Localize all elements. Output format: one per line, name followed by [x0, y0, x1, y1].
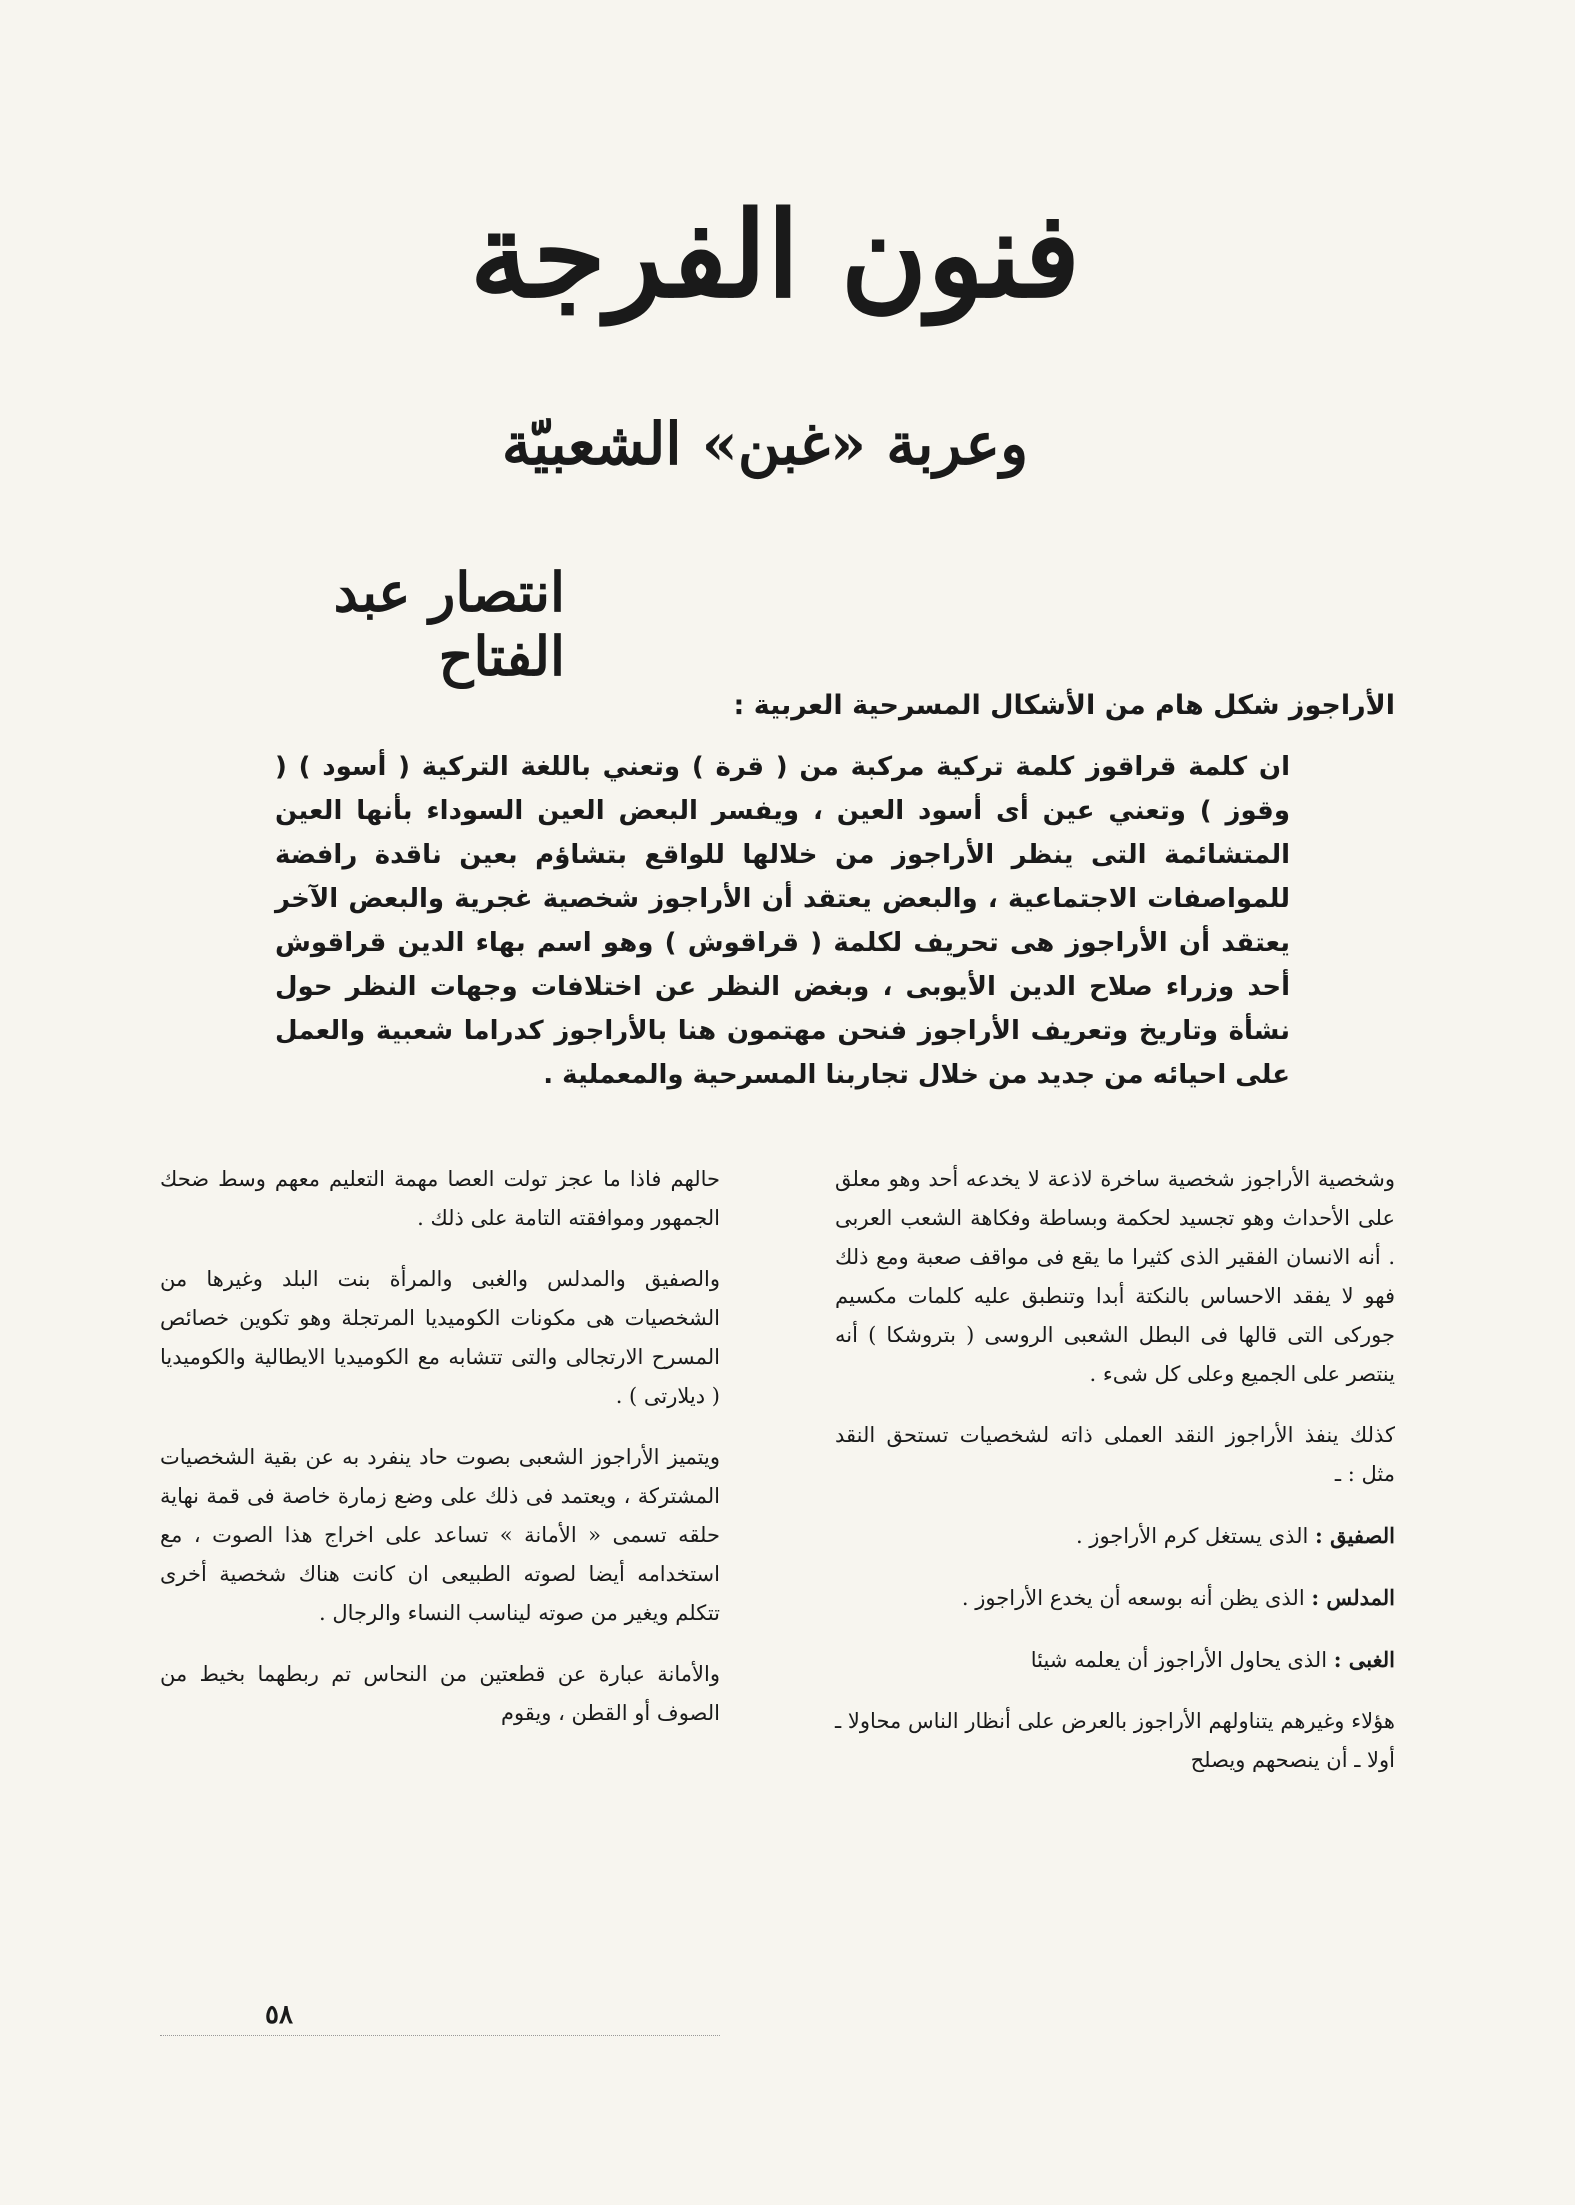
left-paragraph-3: ويتميز الأراجوز الشعبى بصوت حاد ينفرد به عن بقية الشخصيات المشتركة ، ويعتمد فى ذلك على وضع زمارة خاصة فى قمة نهاية حلقه تسمى « الأمانة » تساعد على اخراج هذا الصوت ، مع استخدامه أيضا لصوته الطبيعى ان كانت هناك شخصية أخرى تتكلم ويغير من صوته ليناسب النساء والرجال .	[160, 1445, 720, 1625]
definition-text: الذى يحاول الأراجوز أن يعلمه شيئا	[1030, 1648, 1328, 1672]
page-number: ٥٨	[265, 2000, 293, 2030]
author-name: انتصار عبد الفتاح	[333, 560, 565, 688]
article-title: فنون الفرجة	[469, 185, 1081, 324]
definition-term: المدلس :	[1311, 1585, 1395, 1610]
intro-lead: الأراجوز شكل هام من الأشكال المسرحية العربية :	[733, 690, 1395, 721]
footer-divider	[160, 2035, 720, 2036]
definition-item	[835, 1516, 1395, 1556]
intro-paragraph: ان كلمة قراقوز كلمة تركية مركبة من ( قرة ) وتعني باللغة التركية ( أسود ) ( وقوز ) وتعني عين أى أسود العين ، ويفسر البعض العين السوداء بأنها العين المتشائمة التى ينظر الأراجوز من خلالها للواقع بتشاؤم بعين ناقدة رافضة للمواصفات الاجتماعية ، والبعض يعتقد أن الأراجوز شخصية غجرية والبعض الآخر يعتقد أن الأراجوز هى تحريف لكلمة ( قراقوش ) وهو اسم بهاء الدين قراقوش أحد وزراء صلاح الدين الأيوبى ، وبغض النظر عن اختلافات وجهات النظر حول نشأة وتاريخ وتعريف الأراجوز فنحن مهتمون هنا بالأراجوز كدراما شعبية والعمل على احيائه من جديد من خلال تجاربنا المسرحية والمعملية .	[275, 752, 1290, 1090]
definition-text: الذى يستغل كرم الأراجوز .	[1075, 1524, 1309, 1548]
left-paragraph-4: والأمانة عبارة عن قطعتين من النحاس تم ربطهما بخيط من الصوف أو القطن ، ويقوم	[160, 1662, 720, 1725]
right-column	[835, 1160, 1395, 1802]
right-paragraph-2: كذلك ينفذ الأراجوز النقد العملى ذاته لشخصيات تستحق النقد مثل : ـ	[835, 1423, 1395, 1486]
right-paragraph-3: هؤلاء وغيرهم يتناولهم الأراجوز بالعرض على أنظار الناس محاولا ـ أولا ـ أن ينصحهم ويصلح	[835, 1709, 1395, 1772]
definition-term: الصفيق :	[1315, 1523, 1395, 1548]
article-subtitle: وعربة «غبن» الشعبيّة	[501, 410, 1029, 478]
definition-item	[835, 1578, 1395, 1618]
right-paragraph-1: وشخصية الأراجوز شخصية ساخرة لاذعة لا يخدعه أحد وهو معلق على الأحداث وهو تجسيد لحكمة وبساطة وفكاهة الشعب العربى . أنه الانسان الفقير الذى كثيرا ما يقع فى مواقف صعبة ومع ذلك فهو لا يفقد الاحساس بالنكتة أبدا وتنطبق عليه كلمات مكسيم جوركى التى قالها فى البطل الشعبى الروسى ( بتروشكا ) أنه ينتصر على الجميع وعلى كل شىء .	[835, 1167, 1395, 1386]
left-paragraph-2: والصفيق والمدلس والغبى والمرأة بنت البلد وغيرها من الشخصيات هى مكونات الكوميديا المرتجلة وهو تكوين خصائص المسرح الارتجالى والتى تتشابه مع الكوميديا الايطالية والكوميديا ( ديلارتى ) .	[160, 1267, 720, 1408]
left-column	[160, 1160, 720, 1755]
definition-item	[835, 1640, 1395, 1680]
definition-term: الغبى :	[1333, 1647, 1395, 1672]
definition-text: الذى يظن أنه بوسعه أن يخدع الأراجوز .	[961, 1586, 1305, 1610]
left-paragraph-1: حالهم فاذا ما عجز تولت العصا مهمة التعليم معهم وسط ضحك الجمهور وموافقته التامة على ذلك .	[160, 1167, 720, 1230]
